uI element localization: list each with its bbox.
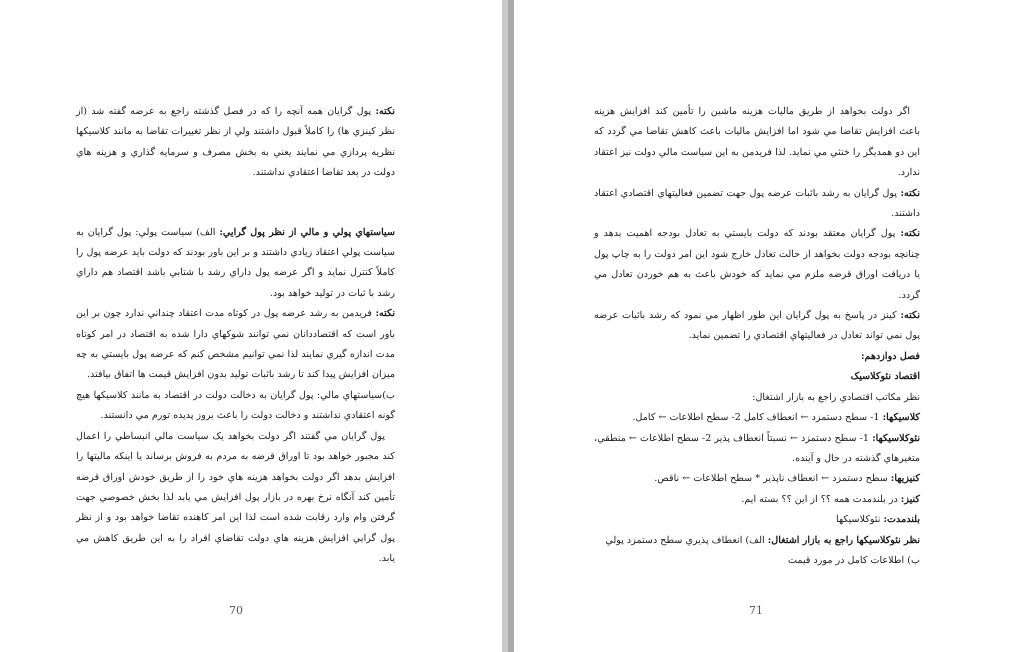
bold-term: کنيز: [900,493,920,505]
paragraph: ب)سياستهاي مالي: پول گرايان به دخالت دولت در اقتصاد به مانند کلاسيکها هيچ گونه اعتقادي نداشتند و دخالت دولت را باعث بروز پديده تورم مي دانستند. [76,389,395,422]
paragraph: نظر مکاتب اقتصادي راجع به بازار اشتغال: [752,391,920,403]
bold-term: نکته: [900,228,920,240]
paragraph-text: 1- سطح دستمزد ← انعطاف کامل 2- سطح اطلاعات ← کامل. [632,412,883,424]
paragraph-text: پول گرايان معتقد بودند که دولت بايستي به تعادل بودجه اهميت بدهد و چنانچه بودجه دولت بخواهد از حالت تعادل خارج شود اين امر دولت را به چاپ پول يا دريافت اوراق قرضه ملزم مي نمايد که خودش باعث به هم خوردن تعادل مي گردد. [594,228,920,301]
section-heading: سياستهاي پولي و مالي از نظر پول گرايي: [219,226,395,238]
bold-term: نظر نئوکلاسيکها راجع به بازار اشتغال: [767,534,920,546]
chapter-heading [594,347,920,367]
chapter-heading-text: فصل دوازدهم: [861,350,920,362]
bold-term: بلندمدت: [883,514,920,526]
paragraph: ب) اطلاعات کامل در مورد قيمت [788,554,920,566]
paragraph [594,510,920,530]
paragraph [594,224,920,306]
paragraph-text: در بلندمدت همه ؟؟ از اين ؟؟ بسته ايم. [741,493,901,505]
bold-term: نکته: [375,106,395,117]
paragraph-text: فريدمن به رشد عرضه پول در کوتاه مدت اعتقاد چنداني ندارد چون بر اين باور است که اقتصاددانان نمي توانند شوکهاي دارا شده به اقتصاد در امر کوتاه مدت اندازه گيري نمايند لذا نمي توانيم مشخص کنم که عرضه پول بايستي به چه ميزان افزايش پيدا کند تا رشد باثبات توليد بدون افزايش قيمت ها اتفاق بيافتد. [76,308,395,381]
paragraph [594,490,920,510]
paragraph-text: 1- سطح دستمزد ← نسبتاً انعطاف پذير 2- سطح اطلاعات ← منطقي، متغيرهاي گذشته در حال و آينده. [594,432,920,464]
page-left [0,0,502,652]
paragraph-text: نئوکلاسيکها [836,514,884,526]
paragraph-text: کينز در پاسخ به پول گرايان اين طور اظهار مي نمود که رشد باثبات عرضه پول نمي تواند تعادل در فعاليتهاي اقتصادي را تضمين نمايد. [594,310,920,342]
bold-term: کلاسيکها: [882,412,920,424]
paragraph [76,304,395,386]
paragraph-text: سطح دستمزد ← انعطاف ناپذير * سطح اطلاعات ← ناقص. [654,473,891,485]
paragraph-text: الف) سياست پولي: پول گرايان به سياست پولي اعتقاد زيادي داشتند و بر اين باور بودند که دولت بايد عرضه پول را کاملاً کنترل نمايد و اگر عرضه پول داراي رشد با شتابي باشد اقتصاد هم داراي رشد با ثبات در توليد خواهد بود. [76,226,395,299]
bold-term: نکته: [900,187,920,199]
bold-term: نکته: [900,310,920,322]
page-number: 71 [749,604,763,617]
paragraph [594,531,920,551]
bold-term: نئوکلاسيکها: [872,432,920,444]
page-right-text [594,102,920,571]
paragraph-text: پول گرايان همه آنچه را که در فصل گذشته راجع به عرضه گفته شد (از نظر کينزي ها) را کاملاً قبول داشتند ولي از نظر تغييرات تقاضا به مانند کلاسيکها نظريه پردازي مي نمايند يعني به بخش مصرف و سرمايه گذاري و هزينه هاي دولت در بعد تقاضا اعتقادي نداشتند. [76,106,395,179]
chapter-title [594,367,920,387]
bold-term: کنيزيها: [890,473,920,485]
paragraph-text: پول گرايان به رشد باثبات عرضه پول جهت تضمين فعاليتهاي اقتصادي اعتقاد داشتند. [594,187,920,220]
paragraph: پول گرايان مي گفتند اگر دولت بخواهد يک سياست مالي انبساطي را اعمال کند مجبور خواهد بود تا اوراق قرضه به مردم به فروش برساند يا اينکه ماليتها را افزايش بدهد اگر دولت بخواهد هزينه هاي خود را از طريق خودش اوراق قرضه تأمين کند آنگاه نرخ بهره در بازار پول افزايش مي يابد لذا بخش خصوصي جهت گرفتن وام وارد رقابت شده است لذا اين امر کاهنده تقاضا خواهد بود و از نظر پول گرايي افزايش هزينه هاي دولت تقاضاي افراد را به اين طريق کاهش مي يابد. [76,430,395,565]
paragraph: اگر دولت بخواهد از طريق ماليات هزينه ماشين را تأمين کند افزايش هزينه باعث افزايش تقاضا مي شود اما افزايش ماليات باعث کاهش تقاضا مي گردد که اين دو همديگر را خنثي مي نمايد. لذا فريدمن به اين سياست مالي دولت نيز اعتقاد ندارد. [594,106,920,179]
page-number: 70 [229,604,243,617]
paragraph [76,223,395,305]
paragraph [594,469,920,489]
paragraph-text: الف) انعطاف پذيري سطح دستمزد پولي [605,534,768,546]
bold-term: نکته: [375,308,395,320]
page-right [514,0,1018,652]
paragraph [594,184,920,225]
paragraph [594,429,920,470]
paragraph [594,306,920,347]
chapter-title-text: اقتصاد نئوکلاسيک [850,371,920,383]
paragraph [594,408,920,428]
page-left-text [76,102,395,570]
page-gutter [502,0,508,652]
paragraph [76,102,395,184]
